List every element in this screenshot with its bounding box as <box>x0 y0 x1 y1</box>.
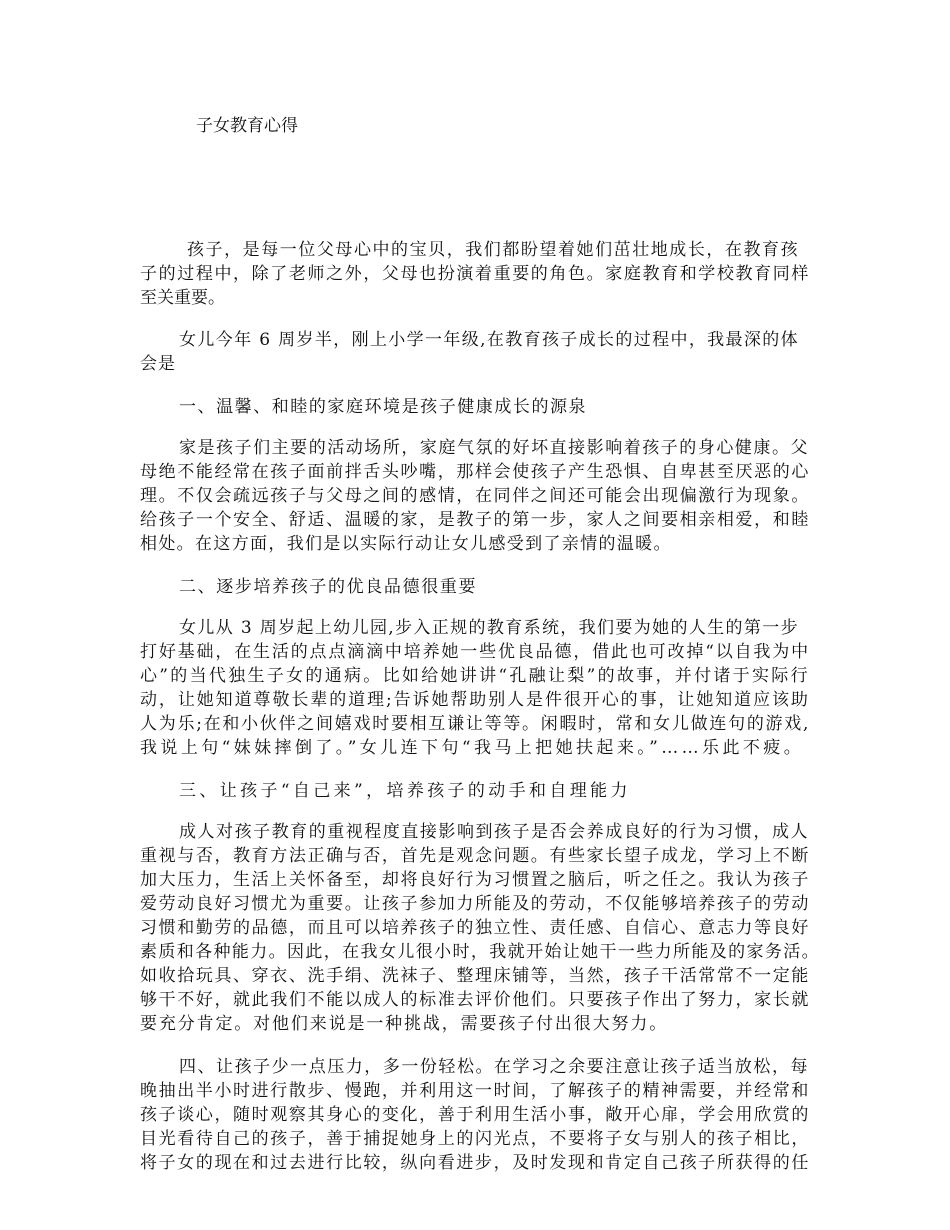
text-line: 会是 <box>140 354 176 374</box>
text-line: 四、让孩子少一点压力，多一份轻松。在学习之余要注意让孩子适当放松，每 <box>179 1057 810 1077</box>
text-line: 成人对孩子教育的重视程度直接影响到孩子是否会养成良好的行为习惯，成人 <box>179 822 810 842</box>
text-line: 给孩子一个安全、舒适、温暖的家，是教子的第一步，家人之间要相亲相爱，和睦 <box>140 510 810 530</box>
text-line: 重视与否，教育方法正确与否，首先是观念问题。有些家长望子成龙，学习上不断 <box>140 846 810 866</box>
text-line: 目光看待自己的孩子，善于捕捉她身上的闪光点，不要将子女与别人的孩子相比， <box>140 1129 810 1149</box>
text-line: 女儿从 3 周岁起上幼儿园,步入正规的教育系统，我们要为她的人生的第一步 <box>179 618 799 638</box>
section-heading: 二、逐步培养孩子的优良品德很重要 <box>179 577 478 597</box>
text-line: 母绝不能经常在孩子面前拌舌头吵嘴，那样会使孩子产生恐惧、自卑甚至厌恶的心 <box>140 462 810 482</box>
text-line: 孩子谈心，随时观察其身心的变化，善于利用生活小事，敞开心扉，学会用欣赏的 <box>140 1105 810 1125</box>
text-line: 爱劳动良好习惯尤为重要。让孩子参加力所能及的劳动，不仅能够培养孩子的劳动 <box>140 894 810 914</box>
text-line: 理。不仅会疏远孩子与父母之间的感情，在同伴之间还可能会出现偏激行为现象。 <box>140 486 810 506</box>
text-line: 相处。在这方面，我们是以实际行动让女儿感受到了亲情的温暖。 <box>140 534 672 554</box>
text-line: 人为乐;在和小伙伴之间嬉戏时要相互谦让等等。闲暇时，常和女儿做连句的游戏, <box>140 714 811 734</box>
section-heading: 三、让孩子“自己来”，培养孩子的动手和自理能力 <box>179 781 631 801</box>
text-line: 晚抽出半小时进行散步、慢跑，并利用这一时间，了解孩子的精神需要，并经常和 <box>140 1081 810 1101</box>
text-line: 要充分肯定。对他们来说是一种挑战，需要孩子付出很大努力。 <box>140 1014 669 1034</box>
text-line: 加大压力，生活上关怀备至，却将良好行为习惯置之脑后，听之任之。我认为孩子 <box>140 870 810 890</box>
text-line: 够干不好，就此我们不能以成人的标准去评价他们。只要孩子作出了努力，家长就 <box>140 990 810 1010</box>
text-line: 动，让她知道尊敬长辈的道理;告诉她帮助别人是件很开心的事，让她知道应该助 <box>140 690 810 710</box>
text-line: 孩子，是每一位父母心中的宝贝，我们都盼望着她们茁壮地成长，在教育孩 <box>187 240 800 260</box>
text-line: 子的过程中，除了老师之外，父母也扮演着重要的角色。家庭教育和学校教育同样 <box>140 264 810 284</box>
text-line: 如收拾玩具、穿衣、洗手绢、洗袜子、整理床铺等，当然，孩子干活常常不一定能 <box>140 966 810 986</box>
text-line: 将子女的现在和过去进行比较，纵向看进步，及时发现和肯定自己孩子所获得的任 <box>140 1153 810 1173</box>
text-line: 我说上句“妹妹摔倒了。”女儿连下句“我马上把她扶起来。”……乐此不疲。 <box>140 738 805 758</box>
document-title: 子女教育心得 <box>196 116 298 136</box>
text-line: 打好基础，在生活的点点滴滴中培养她一些优良品德，借此也可改掉“以自我为中 <box>140 642 810 662</box>
text-line: 女儿今年 6 周岁半，刚上小学一年级,在教育孩子成长的过程中，我最深的体 <box>179 330 799 350</box>
text-line: 至关重要。 <box>140 288 225 308</box>
text-line: 心”的当代独生子女的通病。比如给她讲讲“孔融让梨”的故事，并付诸于实际行 <box>140 666 810 686</box>
section-heading: 一、温馨、和睦的家庭环境是孩子健康成长的源泉 <box>179 397 588 417</box>
text-line: 习惯和勤劳的品德，而且可以培养孩子的独立性、责任感、自信心、意志力等良好 <box>140 918 810 938</box>
text-line: 素质和各种能力。因此，在我女儿很小时，我就开始让她干一些力所能及的家务活。 <box>140 942 821 962</box>
text-line: 家是孩子们主要的活动场所，家庭气氛的好坏直接影响着孩子的身心健康。父 <box>179 438 810 458</box>
